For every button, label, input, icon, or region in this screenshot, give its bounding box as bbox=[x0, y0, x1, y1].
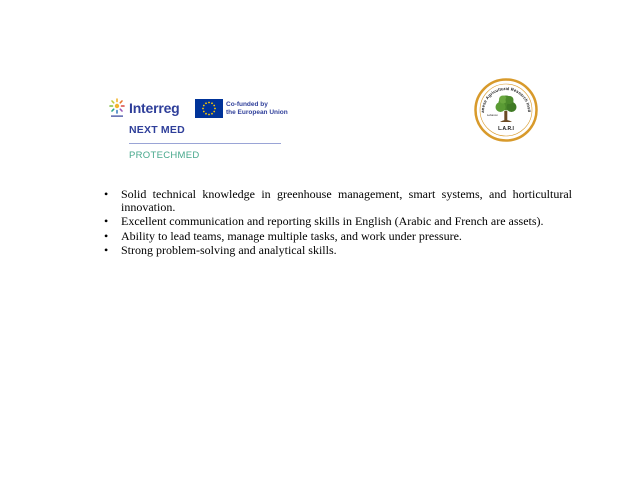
interreg-sun-icon bbox=[108, 98, 126, 118]
list-item-text: Strong problem-solving and analytical skills. bbox=[121, 243, 337, 257]
interreg-logo bbox=[106, 94, 288, 166]
eu-cofunding-text bbox=[226, 101, 288, 116]
list-item bbox=[104, 188, 572, 213]
lari-seal-side-text: Lebanon bbox=[487, 113, 498, 117]
logo-divider bbox=[129, 143, 281, 144]
requirements-list bbox=[104, 188, 572, 259]
interreg-brand-row bbox=[106, 98, 288, 120]
project-name: PROTECHMED bbox=[129, 150, 200, 161]
list-item bbox=[104, 230, 572, 243]
programme-name: NEXT MED bbox=[129, 124, 185, 136]
bullet-icon: • bbox=[104, 228, 109, 243]
bullet-icon: • bbox=[104, 243, 109, 257]
lari-seal-logo bbox=[474, 78, 538, 142]
list-item-text: Ability to lead teams, manage multiple tasks, and work under pressure. bbox=[121, 228, 462, 243]
list-item-text: Solid technical knowledge in greenhouse management, smart systems, and horticultural innovation. bbox=[121, 187, 572, 214]
lari-seal-arc-text: anese Agricultural Research Insti bbox=[479, 85, 533, 113]
eu-flag-icon bbox=[195, 99, 223, 118]
list-item bbox=[104, 215, 572, 228]
list-item-text: Excellent communication and reporting skills in English (Arabic and French are assets). bbox=[121, 214, 544, 228]
bullet-icon: • bbox=[104, 214, 109, 228]
interreg-wordmark: Interreg bbox=[129, 100, 180, 116]
eu-cofunding-line-1: Co-funded by bbox=[226, 101, 268, 108]
eu-cofunding-line-2: the European Union bbox=[226, 108, 288, 116]
list-item bbox=[104, 244, 572, 257]
lari-seal-abbreviation: L.A.R.I bbox=[498, 126, 514, 132]
bullet-icon: • bbox=[104, 187, 109, 201]
